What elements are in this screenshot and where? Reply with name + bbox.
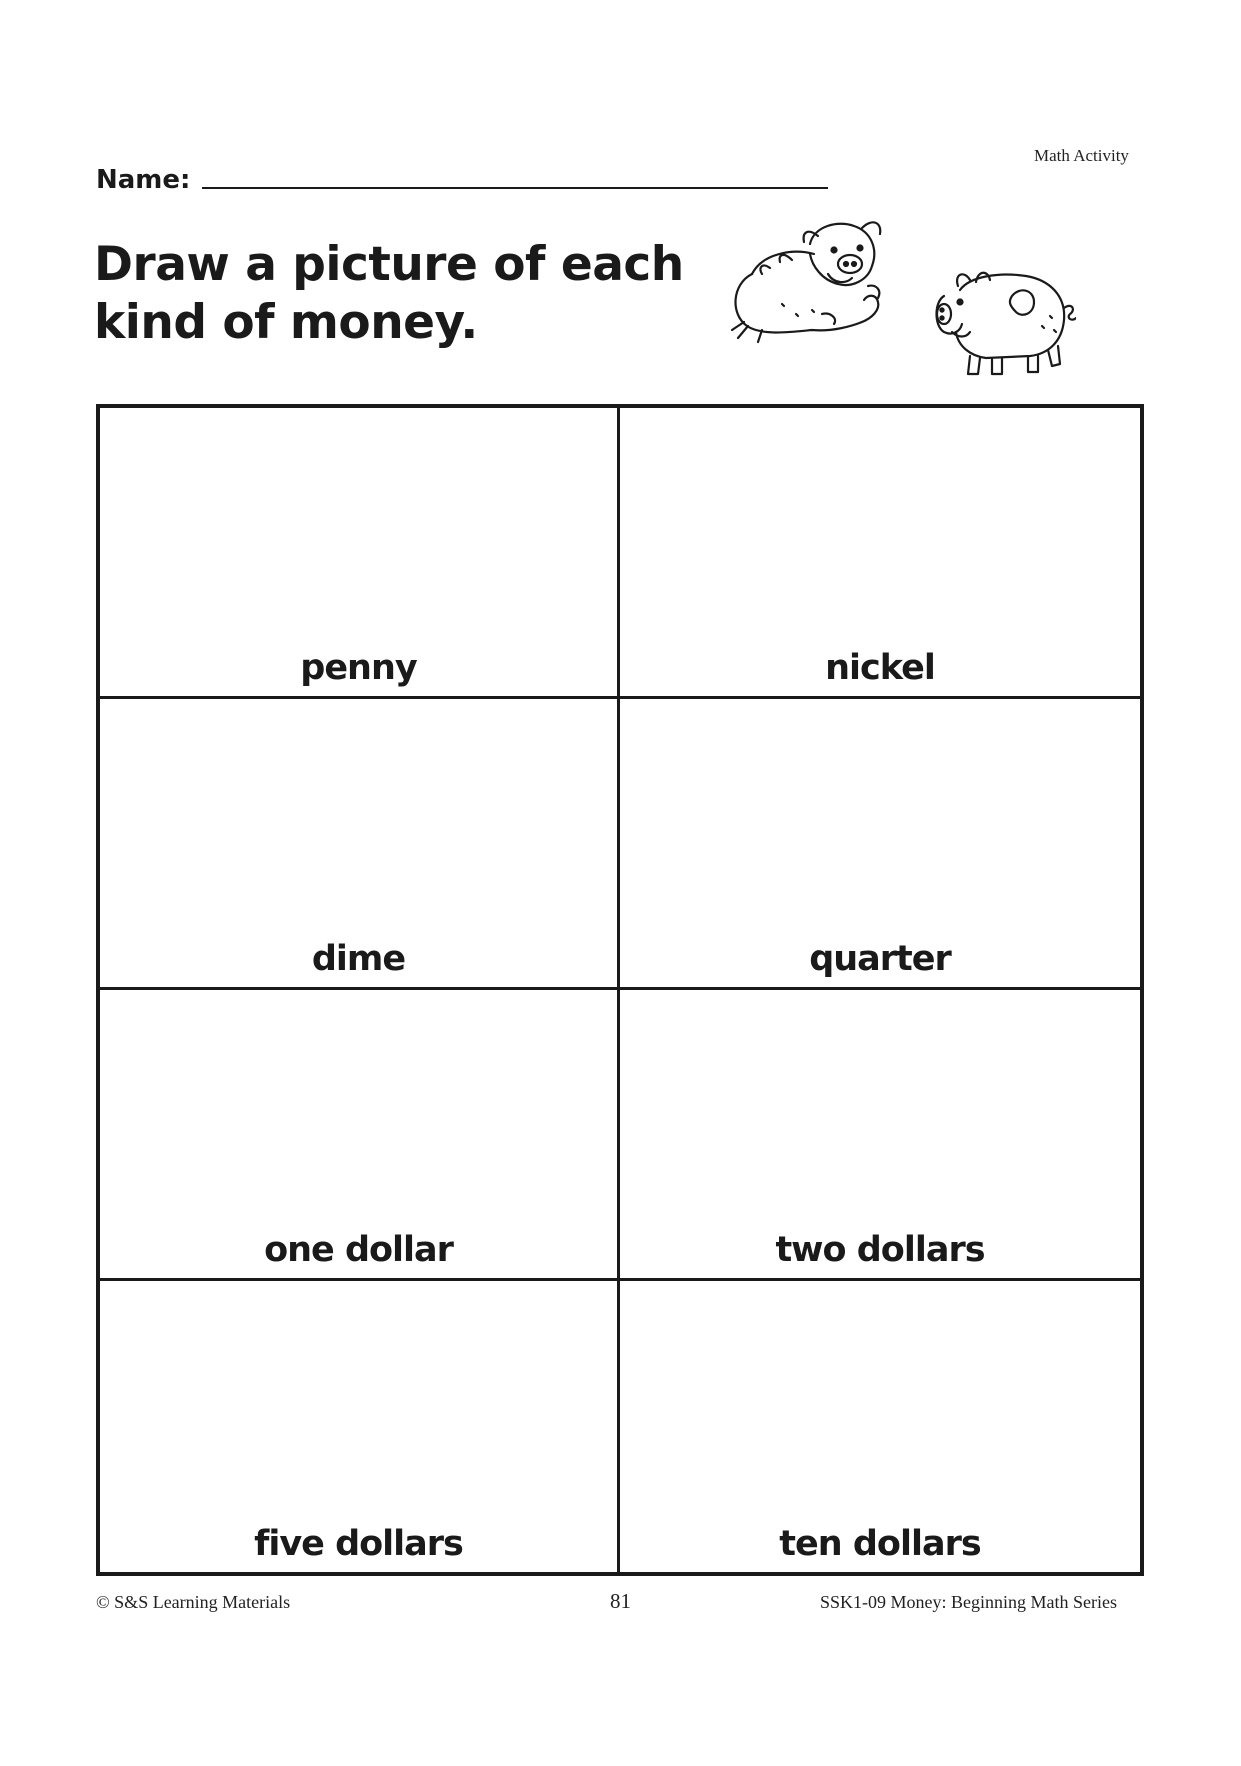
cell-label: ten dollars	[779, 1524, 981, 1564]
drawing-cell-five-dollars[interactable]	[100, 1281, 620, 1572]
money-drawing-grid	[96, 404, 1144, 1576]
footer-copyright: © S&S Learning Materials	[96, 1592, 291, 1612]
cell-label: quarter	[809, 939, 951, 979]
name-row	[96, 165, 828, 195]
cell-label: five dollars	[254, 1524, 463, 1564]
cell-label: penny	[300, 648, 417, 688]
name-label: Name:	[96, 165, 191, 195]
flying-pig-icon	[722, 214, 898, 350]
drawing-cell-penny[interactable]	[100, 408, 620, 699]
drawing-cell-nickel[interactable]	[620, 408, 1140, 699]
instruction-heading: Draw a picture of each kind of money.	[94, 237, 684, 350]
drawing-cell-ten-dollars[interactable]	[620, 1281, 1140, 1572]
header-tag: Math Activity	[1034, 146, 1129, 165]
cell-label: one dollar	[264, 1230, 453, 1270]
page-number: 81	[610, 1589, 631, 1613]
drawing-cell-dime[interactable]	[100, 699, 620, 990]
standing-pig-icon	[930, 266, 1076, 382]
cell-label: nickel	[825, 648, 935, 688]
footer-series-title: SSK1-09 Money: Beginning Math Series	[820, 1592, 1117, 1612]
drawing-cell-two-dollars[interactable]	[620, 990, 1140, 1281]
cell-label: two dollars	[775, 1230, 985, 1270]
drawing-cell-one-dollar[interactable]	[100, 990, 620, 1281]
cell-label: dime	[311, 939, 406, 979]
drawing-cell-quarter[interactable]	[620, 699, 1140, 990]
name-field[interactable]	[202, 187, 828, 189]
